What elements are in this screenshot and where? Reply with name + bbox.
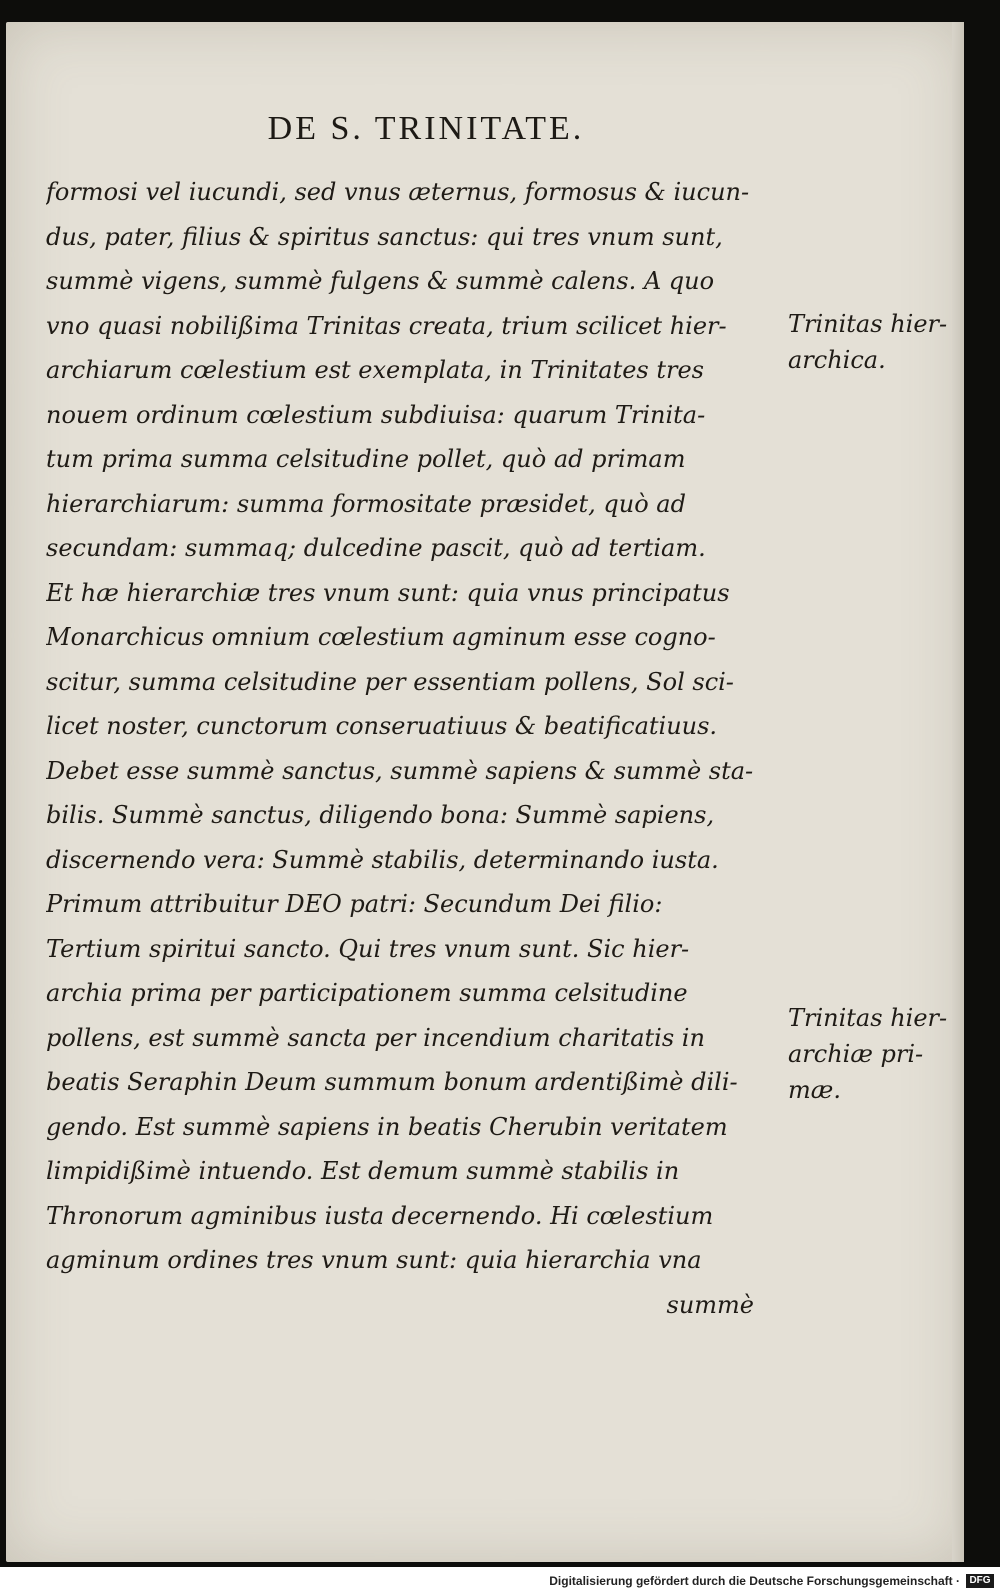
text-line: archia prima per participationem summa celsitudine xyxy=(46,979,688,1007)
text-line: gendo. Est summè sapiens in beatis Cherubin veritatem xyxy=(46,1112,728,1141)
text-line: pollens, est summè sancta per incendium charitatis in xyxy=(46,1023,705,1052)
text-line: summè vigens, summè fulgens & summè calens. A quo xyxy=(46,267,715,295)
text-line: Monarchicus omnium cœlestium agminum esse cogno- xyxy=(46,623,716,651)
body-text xyxy=(46,170,776,1327)
text-line: Et hæ hierarchiæ tres vnum sunt: quia vnus principatus xyxy=(46,578,730,607)
text-line: bilis. Summè sanctus, diligendo bona: Summè sapiens, xyxy=(46,801,715,829)
text-line: dus, pater, filius & spiritus sanctus: qui tres vnum sunt, xyxy=(46,222,723,251)
text-line: discernendo vera: Summè stabilis, determinando iusta. xyxy=(46,845,719,874)
text-line: secundam: summaq; dulcedine pascit, quò ad tertiam. xyxy=(46,534,706,562)
text-line: beatis Seraphin Deum summum bonum ardentißimè dili- xyxy=(46,1068,738,1096)
text-line: Tertium spiritui sancto. Qui tres vnum sunt. Sic hier- xyxy=(46,934,690,963)
margin-note-line: mæ. xyxy=(788,1076,841,1104)
text-line: vno quasi nobilißima Trinitas creata, trium scilicet hier- xyxy=(46,311,727,340)
margin-note-line: Trinitas hier- xyxy=(788,1004,948,1032)
book-page xyxy=(6,22,964,1562)
text-line: formosi vel iucundi, sed vnus æternus, formosus & iucun- xyxy=(46,178,750,206)
running-head: DE S. TRINITATE. xyxy=(267,110,585,147)
text-line: Debet esse summè sanctus, summè sapiens & summè sta- xyxy=(46,756,754,785)
margin-note-2 xyxy=(788,1000,958,1108)
margin-note-line: Trinitas hier- xyxy=(788,310,948,338)
text-line: hierarchiarum: summa formositate præsidet, quò ad xyxy=(46,489,686,518)
catchword: summè xyxy=(666,1290,754,1319)
text-line: tum prima summa celsitudine pollet, quò ad primam xyxy=(46,445,686,473)
page-edge xyxy=(952,22,964,1562)
text-line: nouem ordinum cœlestium subdiuisa: quarum Trinita- xyxy=(46,400,706,429)
margin-note-1 xyxy=(788,306,958,378)
text-line: scitur, summa celsitudine per essentiam pollens, Sol sci- xyxy=(46,667,734,696)
footer-credit: Digitalisierung gefördert durch die Deutsche Forschungsgemeinschaft · xyxy=(549,1574,960,1588)
margin-note-line: archica. xyxy=(788,346,886,374)
text-line: agminum ordines tres vnum sunt: quia hierarchia vna xyxy=(46,1246,702,1274)
dfg-logo: DFG xyxy=(966,1574,994,1588)
text-line: limpidißimè intuendo. Est demum summè stabilis in xyxy=(46,1157,680,1185)
text-line: licet noster, cunctorum conseruatiuus & beatificatiuus. xyxy=(46,712,718,740)
footer-bar xyxy=(0,1567,1000,1593)
text-line: Primum attribuitur DEO patri: Secundum Dei filio: xyxy=(46,890,663,918)
text-line: archiarum cœlestium est exemplata, in Trinitates tres xyxy=(46,356,704,384)
margin-note-line: archiæ pri- xyxy=(788,1040,924,1068)
text-line: Thronorum agminibus iusta decernendo. Hi cœlestium xyxy=(46,1201,714,1230)
